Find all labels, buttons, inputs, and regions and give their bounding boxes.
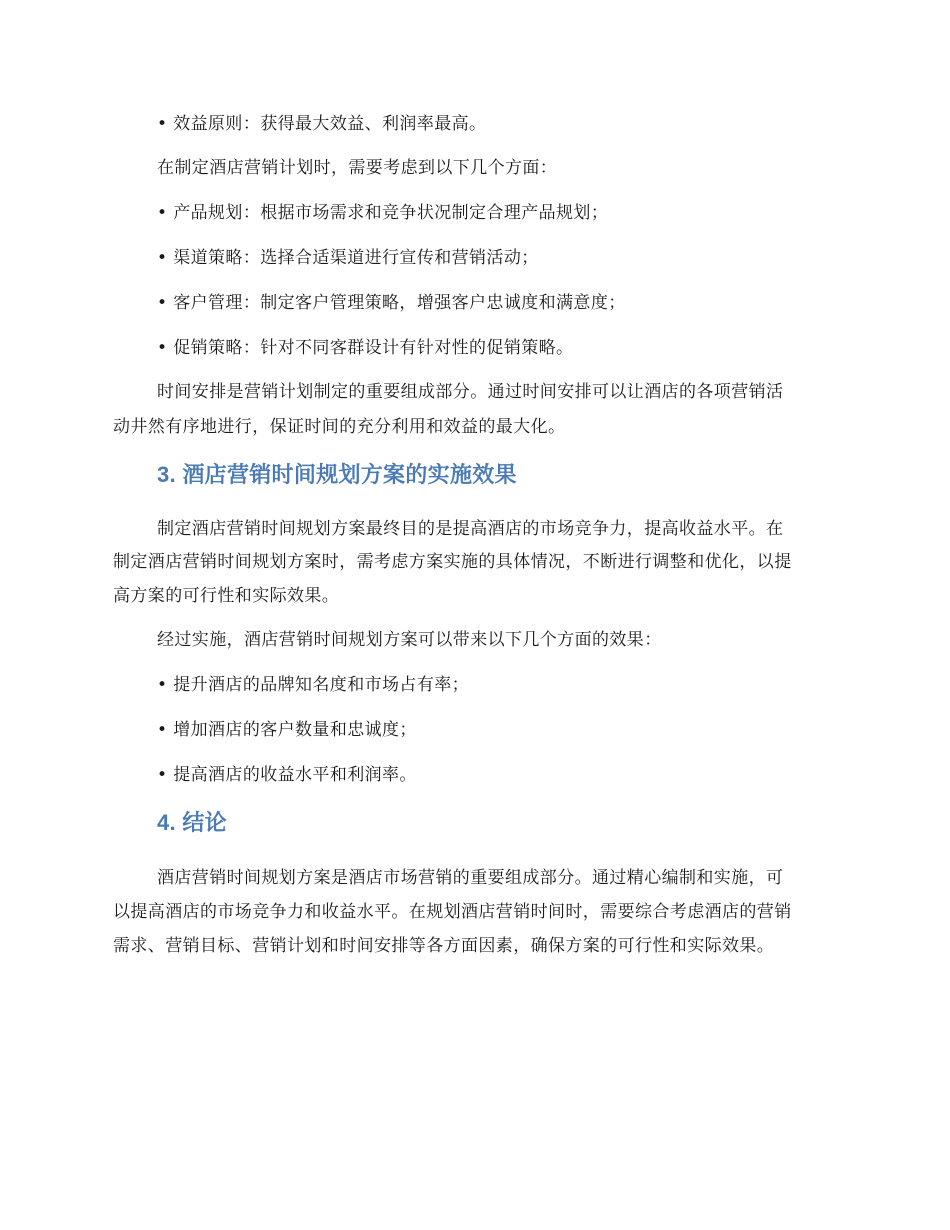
paragraph-conclusion-line-1: 酒店营销时间规划方案是酒店市场营销的重要组成部分。通过精心编制和实施，可 [157, 868, 784, 888]
paragraph-plan-intro: 在制定酒店营销计划时，需要考虑到以下几个方面： [157, 158, 558, 178]
paragraph-time-arrangement-line-1: 时间安排是营销计划制定的重要组成部分。通过时间安排可以让酒店的各项营销活 [157, 382, 784, 402]
bullet-product-planning: • 产品规划：根据市场需求和竞争状况制定合理产品规划； [157, 203, 609, 223]
paragraph-conclusion-line-3: 需求、营销目标、营销计划和时间安排等各方面因素，确保方案的可行性和实际效果。 [113, 936, 775, 956]
paragraph-conclusion-line-2: 以提高酒店的市场竞争力和收益水平。在规划酒店营销时间时，需要综合考虑酒店的营销 [113, 902, 792, 922]
bullet-brand-awareness: • 提升酒店的品牌知名度和市场占有率； [157, 675, 470, 695]
bullet-promotion-strategy: • 促销策略：针对不同客群设计有针对性的促销策略。 [157, 338, 574, 358]
bullet-revenue-level: • 提高酒店的收益水平和利润率。 [157, 765, 417, 785]
bullet-channel-strategy: • 渠道策略：选择合适渠道进行宣传和营销活动； [157, 248, 539, 268]
bullet-customer-management: • 客户管理：制定客户管理策略，增强客户忠诚度和满意度； [157, 293, 626, 313]
section-heading-conclusion: 4. 结论 [157, 810, 227, 835]
paragraph-implementation-line-2: 制定酒店营销时间规划方案时，需考虑方案实施的具体情况，不断进行调整和优化，以提 [113, 552, 792, 572]
paragraph-implementation-line-1: 制定酒店营销时间规划方案最终目的是提高酒店的市场竞争力，提高收益水平。在 [157, 519, 784, 539]
section-heading-implementation-effects: 3. 酒店营销时间规划方案的实施效果 [157, 462, 517, 487]
paragraph-time-arrangement-line-2: 动井然有序地进行，保证时间的充分利用和效益的最大化。 [113, 417, 566, 437]
paragraph-implementation-line-3: 高方案的可行性和实际效果。 [113, 586, 340, 606]
bullet-benefit-principle: • 效益原则：获得最大效益、利润率最高。 [157, 114, 487, 134]
paragraph-effects-intro: 经过实施，酒店营销时间规划方案可以带来以下几个方面的效果： [157, 630, 662, 650]
bullet-customer-count: • 增加酒店的客户数量和忠诚度； [157, 720, 417, 740]
